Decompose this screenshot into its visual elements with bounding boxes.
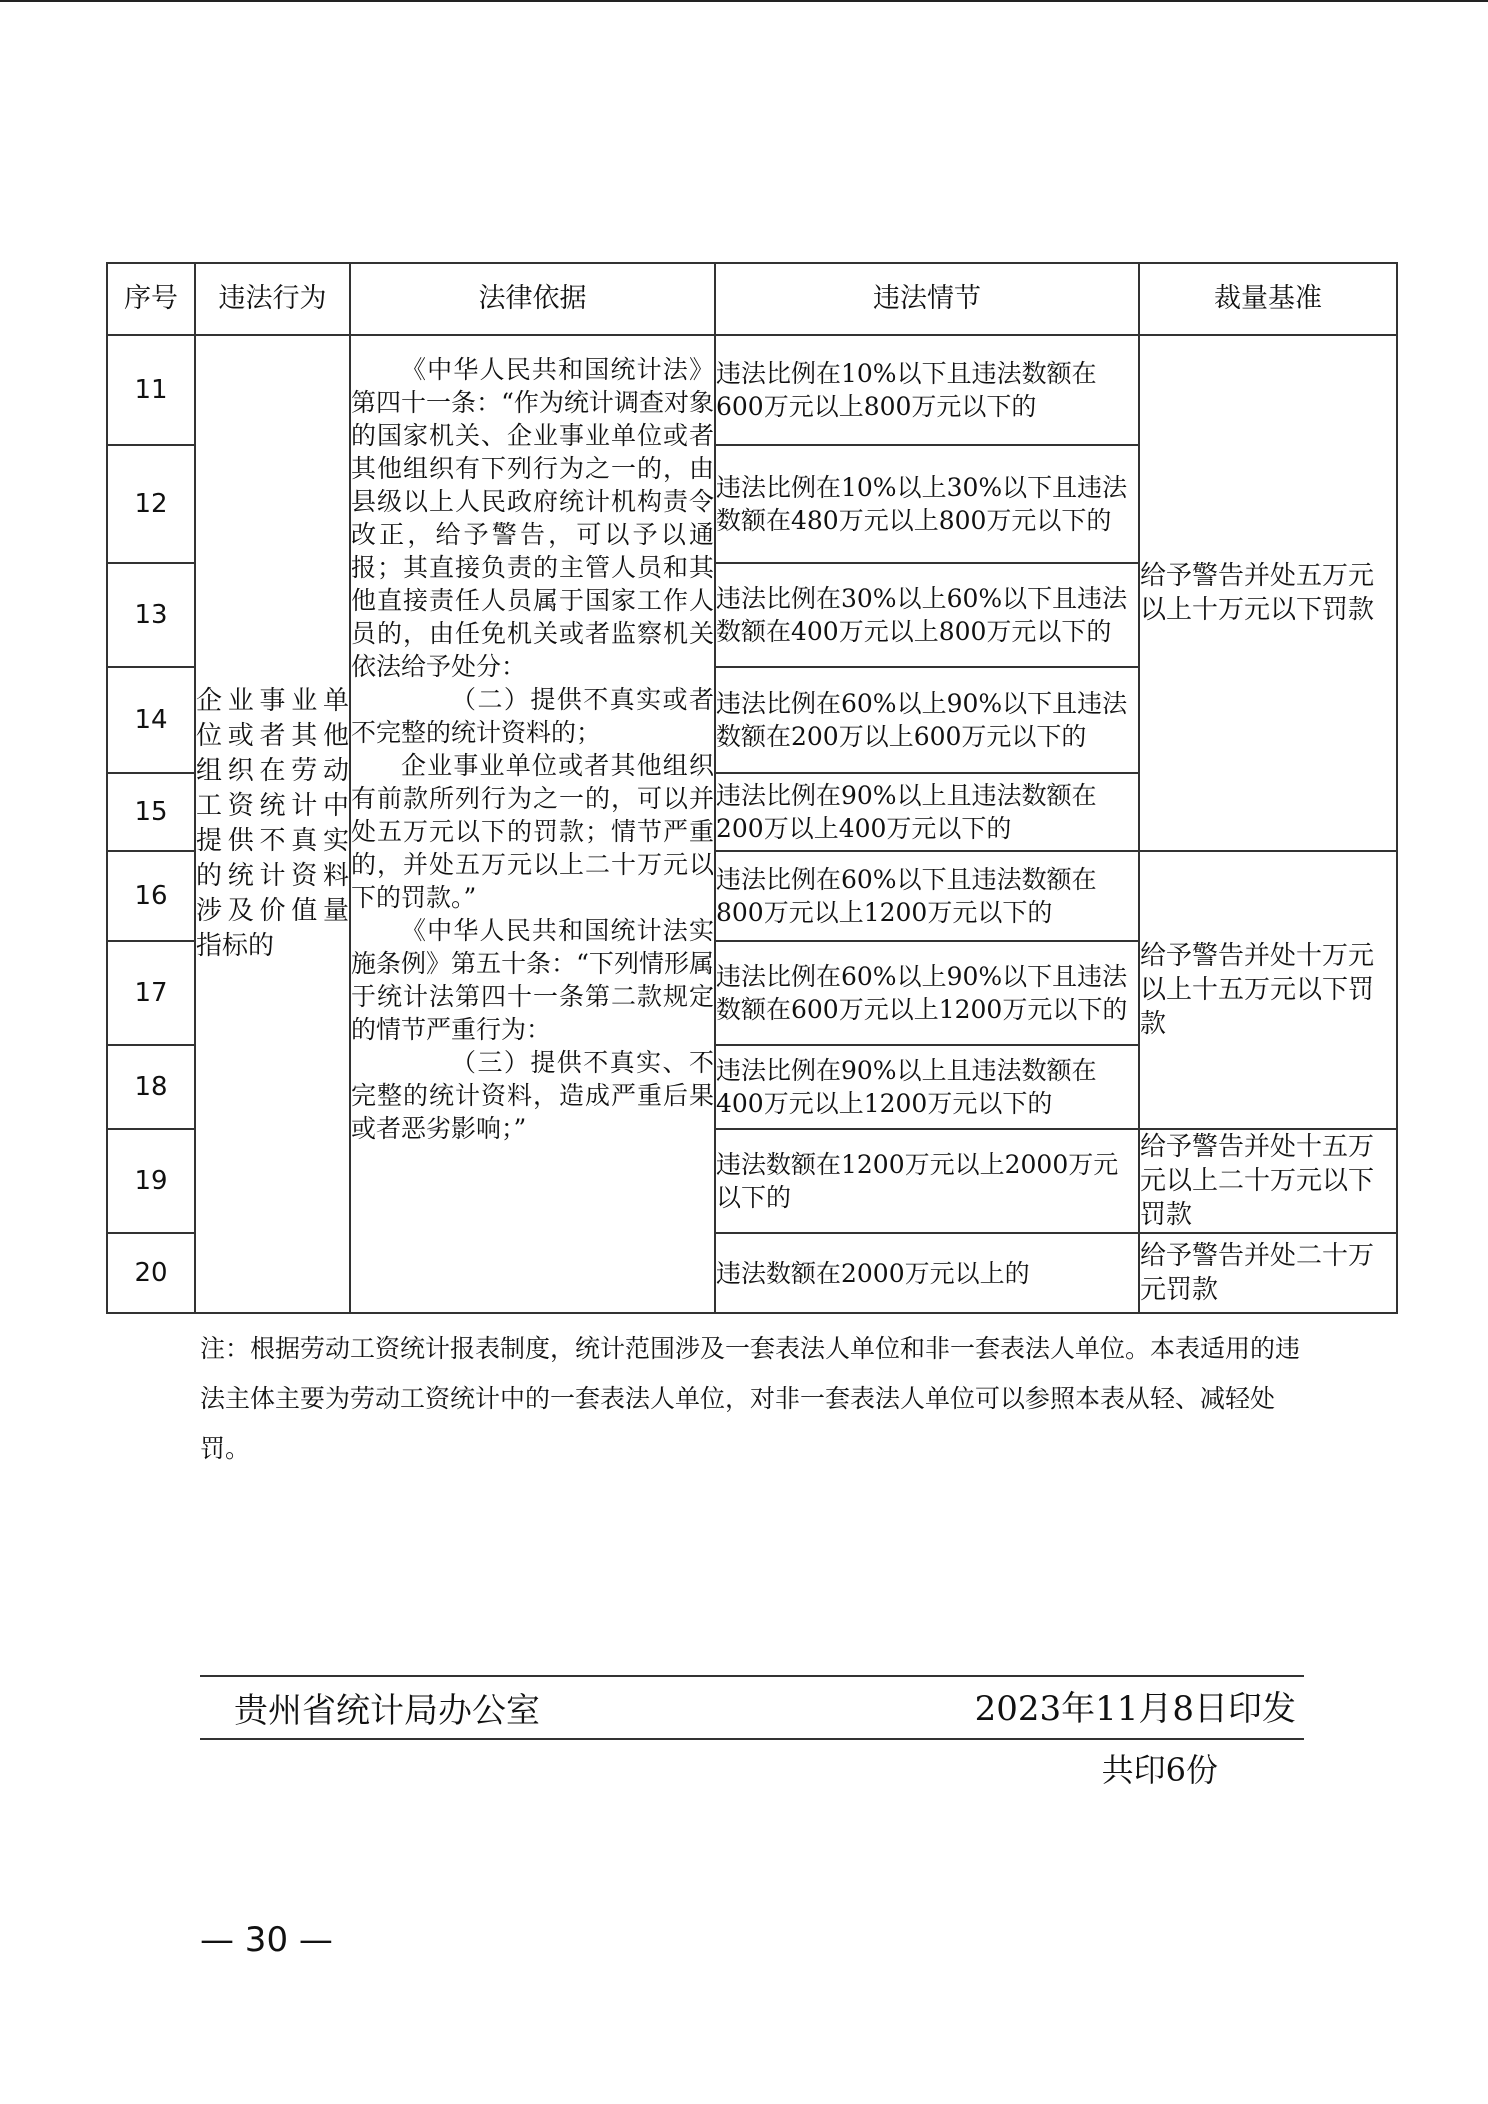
standard-cell: 给予警告并处十万元以上十五万元以下罚款 — [1139, 851, 1397, 1129]
circumstance-cell: 违法比例在10%以上30%以下且违法数额在480万元以上800万元以下的 — [715, 445, 1139, 563]
row-number: 15 — [107, 773, 195, 851]
page-number: — 30 — — [200, 1920, 333, 1960]
row-number: 19 — [107, 1129, 195, 1233]
issuer: 贵州省统计局办公室 — [234, 1691, 540, 1731]
circumstance-cell: 违法数额在2000万元以上的 — [715, 1233, 1139, 1313]
circumstance-cell: 违法比例在60%以下且违法数额在800万元以上1200万元以下的 — [715, 851, 1139, 941]
row-number: 14 — [107, 667, 195, 773]
row-number: 17 — [107, 941, 195, 1045]
standard-cell: 给予警告并处五万元以上十万元以下罚款 — [1139, 335, 1397, 851]
header-no: 序号 — [107, 263, 195, 335]
issue-date: 2023年11月8日印发 — [974, 1689, 1296, 1729]
legal-basis-para: （三）提供不真实、不完整的统计资料，造成严重后果或者恶劣影响；” — [351, 1048, 714, 1143]
header-standard: 裁量基准 — [1139, 263, 1397, 335]
header-circumstance: 违法情节 — [715, 263, 1139, 335]
circumstance-cell: 违法比例在10%以下且违法数额在600万元以上800万元以下的 — [715, 335, 1139, 445]
standard-cell: 给予警告并处十五万元以上二十万元以下罚款 — [1139, 1129, 1397, 1233]
violation-cell: 企业事业单位或者其他组织在劳动工资统计中提供不真实的统计资料涉及价值量指标的 — [195, 335, 350, 1313]
legal-basis-cell — [350, 335, 715, 1313]
circumstance-cell: 违法比例在30%以上60%以下且违法数额在400万元以上800万元以下的 — [715, 563, 1139, 667]
top-border — [0, 0, 1488, 2]
row-number: 11 — [107, 335, 195, 445]
circumstance-cell: 违法比例在90%以上且违法数额在200万以上400万元以下的 — [715, 773, 1139, 851]
legal-basis-para: 企业事业单位或者其他组织有前款所列行为之一的，可以并处五万元以下的罚款；情节严重的，并处五万元以上二十万元以下的罚款。” — [351, 751, 714, 912]
footer-rule-top — [200, 1675, 1304, 1677]
circumstance-cell: 违法数额在1200万元以上2000万元以下的 — [715, 1129, 1139, 1233]
legal-basis-para: 《中华人民共和国统计法实施条例》第五十条：“下列情形属于统计法第四十一条第二款规定的情节严重行为： — [351, 916, 714, 1044]
header-legal-basis: 法律依据 — [350, 263, 715, 335]
table-header-row — [107, 263, 1397, 335]
circumstance-cell: 违法比例在60%以上90%以下且违法数额在200万以上600万元以下的 — [715, 667, 1139, 773]
table-row — [107, 335, 1397, 445]
legal-basis-para: （二）提供不真实或者不完整的统计资料的； — [351, 685, 714, 747]
footer-rule-bottom — [200, 1738, 1304, 1740]
copies-count: 共印6份 — [1101, 1751, 1218, 1789]
standard-cell: 给予警告并处二十万元罚款 — [1139, 1233, 1397, 1313]
row-number: 13 — [107, 563, 195, 667]
header-violation: 违法行为 — [195, 263, 350, 335]
table-note: 注：根据劳动工资统计报表制度，统计范围涉及一套表法人单位和非一套表法人单位。本表适用的违法主体主要为劳动工资统计中的一套表法人单位，对非一套表法人单位可以参照本表从轻、减轻处罚。 — [200, 1334, 1301, 1463]
row-number: 16 — [107, 851, 195, 941]
penalty-table — [106, 262, 1398, 1314]
row-number: 12 — [107, 445, 195, 563]
row-number: 18 — [107, 1045, 195, 1129]
row-number: 20 — [107, 1233, 195, 1313]
legal-basis-para: 《中华人民共和国统计法》第四十一条：“作为统计调查对象的国家机关、企业事业单位或者其他组织有下列行为之一的，由县级以上人民政府统计机构责令改正，给予警告，可以予以通报；其直接负责的主管人员和其他直接责任人员属于国家工作人员的，由任免机关或者监察机关依法给予处分： — [351, 355, 714, 681]
circumstance-cell: 违法比例在60%以上90%以下且违法数额在600万元以上1200万元以下的 — [715, 941, 1139, 1045]
circumstance-cell: 违法比例在90%以上且违法数额在400万元以上1200万元以下的 — [715, 1045, 1139, 1129]
